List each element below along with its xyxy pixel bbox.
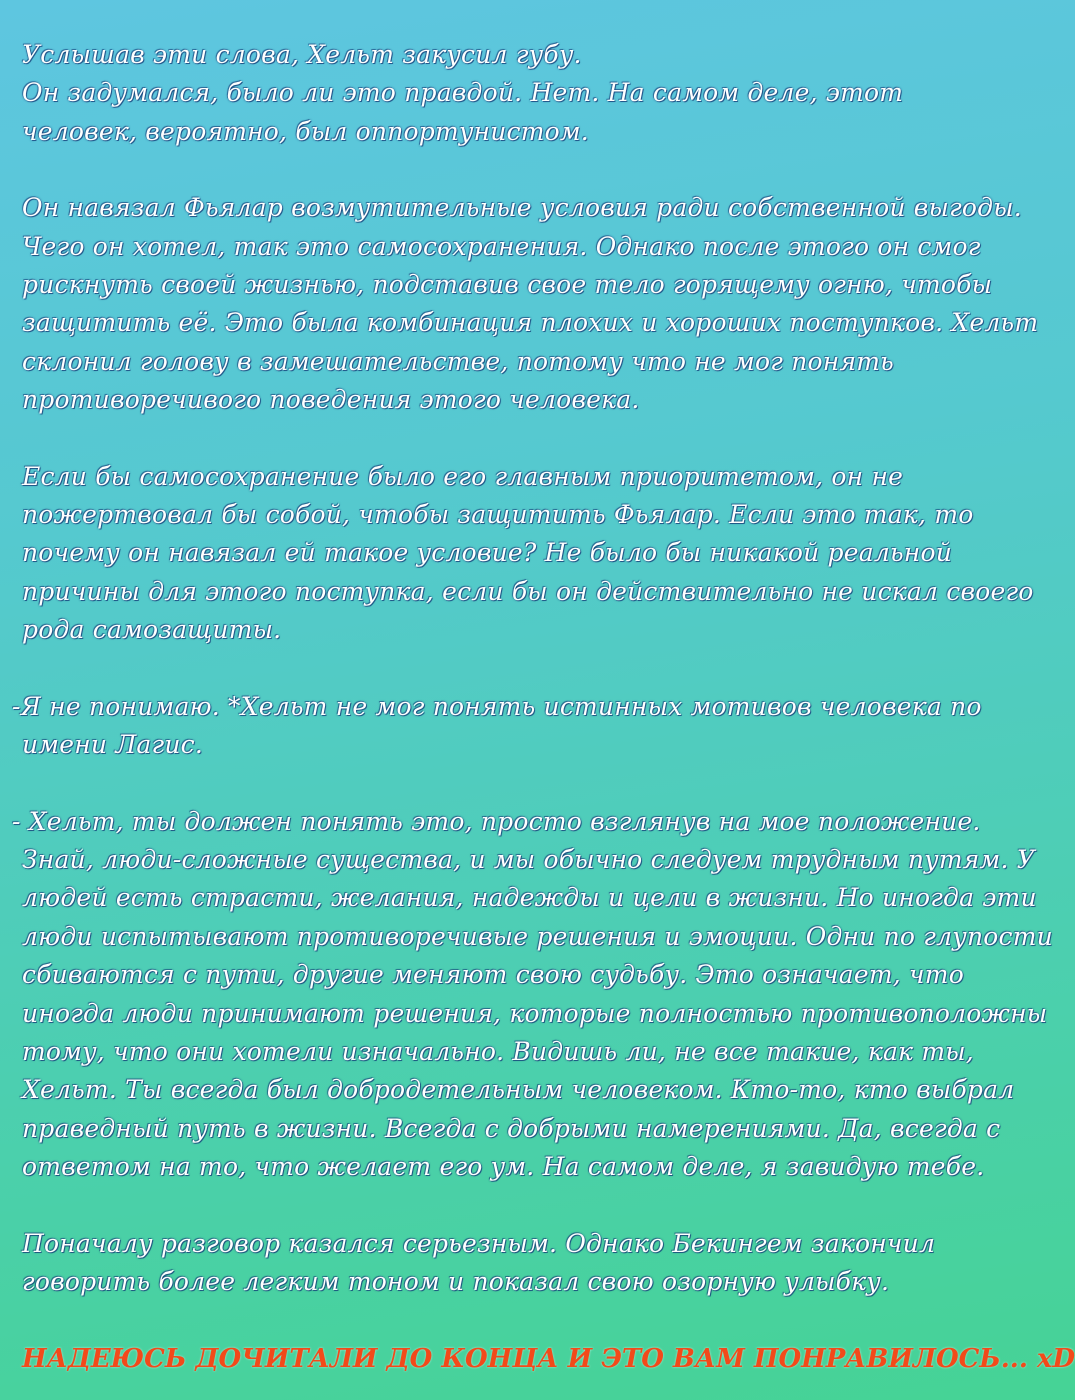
paragraph-6: [22, 1225, 947, 1302]
text-line: Знай, люди-сложные существа, и мы обычно следуем трудным путям. У: [22, 844, 1036, 874]
text-line: сбиваются с пути, другие меняют свою судьбу. Это означает, что: [22, 960, 964, 990]
text-line: рода самозащиты.: [22, 615, 282, 645]
text-line: Услышав эти слова, Хельт закусил губу.: [22, 40, 582, 69]
text-line: -Я не понимаю. *Хельт не мог понять истинных мотивов человека по: [12, 691, 982, 721]
text-line: праведный путь в жизни. Всегда с добрыми намерениями. Да, всегда с: [22, 1113, 1001, 1143]
text-line: Чего он хотел, так это самосохранения. Однако после этого он смог: [22, 231, 981, 261]
text-line: человек, вероятно, был оппортунистом.: [22, 116, 589, 146]
text-line: имени Лагис.: [22, 730, 203, 760]
text-line: противоречивого поведения этого человека.: [22, 385, 640, 415]
closing-note: НАДЕЮСЬ ДОЧИТАЛИ ДО КОНЦА И ЭТО ВАМ ПОНРАВИЛОСЬ... xD: [22, 1344, 1075, 1375]
text-line: рискнуть своей жизнью, подставив свое тело горящему огню, чтобы: [22, 270, 993, 300]
text-line: пожертвовал бы собой, чтобы защитить Фьялар. Если это так, то: [22, 500, 974, 530]
text-line: склонил голову в замешательстве, потому что не мог понять: [22, 346, 894, 376]
text-line: защитить её. Это была комбинация плохих и хороших поступков. Хельт: [22, 308, 1039, 338]
paragraph-3: [22, 458, 1034, 650]
paragraph-4: [12, 688, 982, 765]
text-line: Он задумался, было ли это правдой. Нет. На самом деле, этот: [22, 78, 904, 108]
text-line: ответом на то, что желает его ум. На самом деле, я завидую тебе.: [22, 1152, 985, 1182]
text-line: люди испытывают противоречивые решения и эмоции. Одни по глупости: [22, 921, 1053, 951]
text-line: почему он навязал ей такое условие? Не было бы никакой реальной: [22, 538, 952, 568]
paragraph-1: [22, 36, 947, 151]
text-line: Он навязал Фьялар возмутительные условия ради собственной выгоды.: [22, 193, 1022, 223]
text-line: иногда люди принимают решения, которые полностью противоположны: [22, 998, 1048, 1028]
text-line: - Хельт, ты должен понять это, просто взглянув на мое положение.: [12, 806, 981, 836]
text-line: тому, что они хотели изначально. Видишь ли, не все такие, как ты,: [22, 1036, 974, 1066]
text-line: Хельт. Ты всегда был добродетельным человеком. Кто-то, кто выбрал: [22, 1075, 1015, 1105]
text-line: говорить более легким тоном и показал свою озорную улыбку.: [22, 1266, 890, 1296]
paragraph-5: [12, 803, 1053, 1187]
paragraph-2: [22, 189, 1039, 419]
text-line: Поначалу разговор казался серьезным. Однако Бекингем закончил: [22, 1228, 936, 1258]
text-line: людей есть страсти, желания, надежды и цели в жизни. Но иногда эти: [22, 883, 1037, 913]
text-line: Если бы самосохранение было его главным приоритетом, он не: [22, 461, 904, 491]
text-line: причины для этого поступка, если бы он действительно не искал своего: [22, 576, 1034, 606]
